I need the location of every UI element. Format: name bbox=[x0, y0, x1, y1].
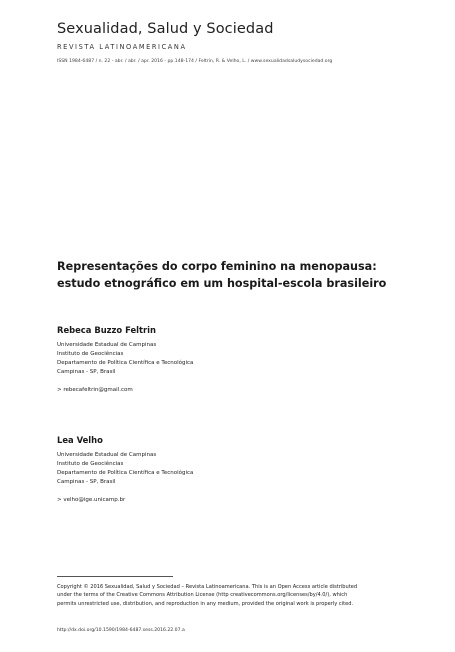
author-name: Rebeca Buzzo Feltrin bbox=[57, 325, 156, 335]
affiliation-line: Instituto de Geociências bbox=[57, 351, 124, 357]
copyright-line: under the terms of the Creative Commons Attribution License (http creativecommons.org/licenses/by/4.0/), which bbox=[57, 592, 348, 599]
journal-title: Sexualidad, Salud y Sociedad bbox=[57, 21, 274, 37]
affiliation-line: Campinas - SP, Brasil bbox=[57, 369, 116, 375]
article-title-line: estudo etnográfico em um hospital-escola brasileiro bbox=[57, 277, 387, 290]
article-title-line: Representações do corpo feminino na menopausa: bbox=[57, 260, 377, 273]
article-title bbox=[57, 258, 397, 292]
affiliation-line: Universidade Estadual de Campinas bbox=[57, 342, 157, 348]
issn-line: ISSN 1984-6487 / n. 22 - abr. / abr. / apr. 2016 - pp.148-174 / Feltrin, R. & Velho, L. / www.sexualidadsaludysociedad.org bbox=[57, 59, 333, 64]
author-affiliation bbox=[57, 341, 397, 377]
copyright-line: Copyright © 2016 Sexualidad, Salud y Sociedad – Revista Latinoamericana. This is an Open Access article distributed bbox=[57, 584, 358, 590]
author-email: > velho@ige.unicamp.br bbox=[57, 497, 126, 503]
affiliation-line: Campinas - SP, Brasil bbox=[57, 479, 116, 485]
doi-link[interactable]: http://dx.doi.org/10.1590/1984-6487.sess.2016.22.07.a bbox=[57, 628, 185, 633]
journal-subtitle: REVISTA LATINOAMERICANA bbox=[57, 43, 187, 51]
affiliation-line: Instituto de Geociências bbox=[57, 461, 124, 467]
copyright-line: permits unrestricted use, distribution, and reproduction in any medium, provided the original work is properly cited. bbox=[57, 600, 354, 607]
affiliation-line: Departamento de Política Científica e Tecnológica bbox=[57, 360, 194, 366]
author-name: Lea Velho bbox=[57, 435, 103, 445]
footer-divider bbox=[57, 576, 173, 577]
author-block bbox=[57, 325, 397, 393]
affiliation-line: Universidade Estadual de Campinas bbox=[57, 452, 157, 458]
author-email: > rebecafeltrin@gmail.com bbox=[57, 387, 133, 393]
affiliation-line: Departamento de Política Científica e Tecnológica bbox=[57, 470, 194, 476]
author-affiliation bbox=[57, 451, 397, 487]
copyright-notice bbox=[57, 583, 402, 608]
author-block bbox=[57, 435, 397, 503]
